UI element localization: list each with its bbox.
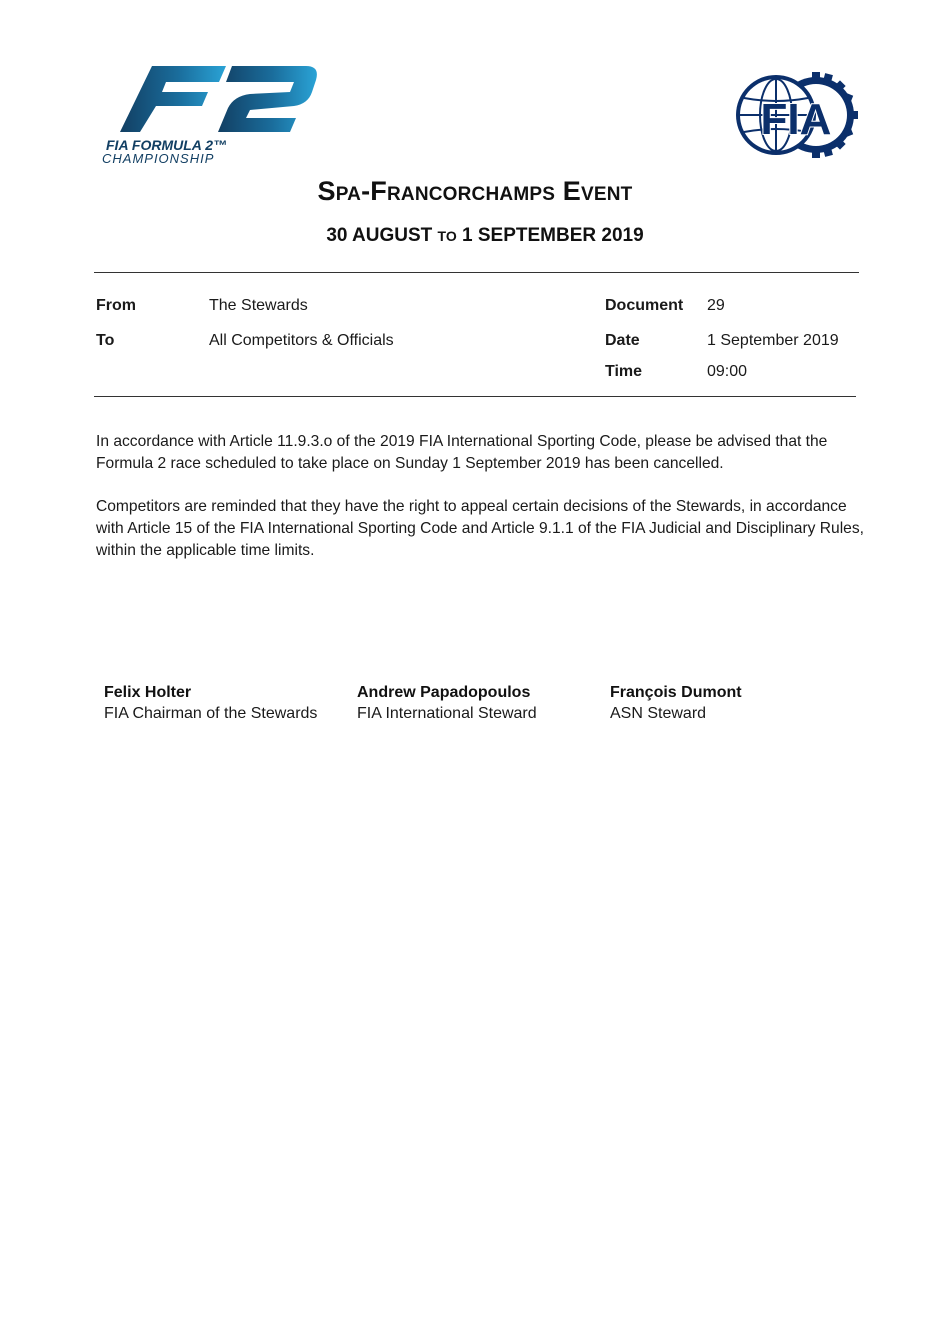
divider-top — [94, 272, 859, 273]
event-dates — [0, 225, 950, 247]
date-label: Date — [605, 332, 640, 349]
signatory-role: ASN Steward — [610, 705, 707, 722]
f2-logo-line2: CHAMPIONSHIP — [102, 151, 215, 166]
fia-logo — [732, 70, 860, 160]
from-label: From — [96, 297, 136, 314]
signatory-1 — [104, 684, 317, 723]
dates-start: 30 AUGUST — [326, 225, 433, 246]
time-value: 09:00 — [707, 363, 748, 380]
f2-championship-logo — [100, 62, 322, 166]
from-value: The Stewards — [209, 297, 308, 314]
signatory-role: FIA Chairman of the Stewards — [104, 705, 318, 722]
dates-end: 1 SEPTEMBER 2019 — [462, 225, 644, 246]
body-paragraph-2: Competitors are reminded that they have the right to appeal certain decisions of the Stewards, in accordance with Article 15 of the FIA International Sporting Code and Article 9.1.1 of the FIA Judicial and Disciplinary Rules, within the applicable time limits. — [96, 498, 864, 559]
time-label: Time — [605, 363, 643, 380]
event-title: Spa-Francorchamps Event — [317, 176, 633, 206]
to-label: To — [96, 332, 115, 349]
document-label: Document — [605, 297, 684, 314]
signatory-name: Andrew Papadopoulos — [357, 684, 531, 701]
to-value: All Competitors & Officials — [209, 332, 394, 349]
f2-logo-line1: FIA FORMULA 2™ — [106, 137, 228, 153]
body-paragraph-1: In accordance with Article 11.9.3.o of the 2019 FIA International Sporting Code, please be advised that the Formula 2 race scheduled to take place on Sunday 1 September 2019 has been cancelled. — [96, 433, 828, 472]
document-value: 29 — [707, 297, 725, 314]
divider-meta — [94, 396, 856, 397]
dates-to: TO — [437, 228, 457, 244]
signatory-2 — [357, 684, 537, 723]
signatory-3 — [610, 684, 742, 723]
signatory-role: FIA International Steward — [357, 705, 537, 722]
signatory-name: François Dumont — [610, 684, 742, 701]
date-value: 1 September 2019 — [707, 332, 839, 349]
signatory-name: Felix Holter — [104, 684, 192, 701]
fia-logo-mark: FIA — [760, 95, 832, 144]
